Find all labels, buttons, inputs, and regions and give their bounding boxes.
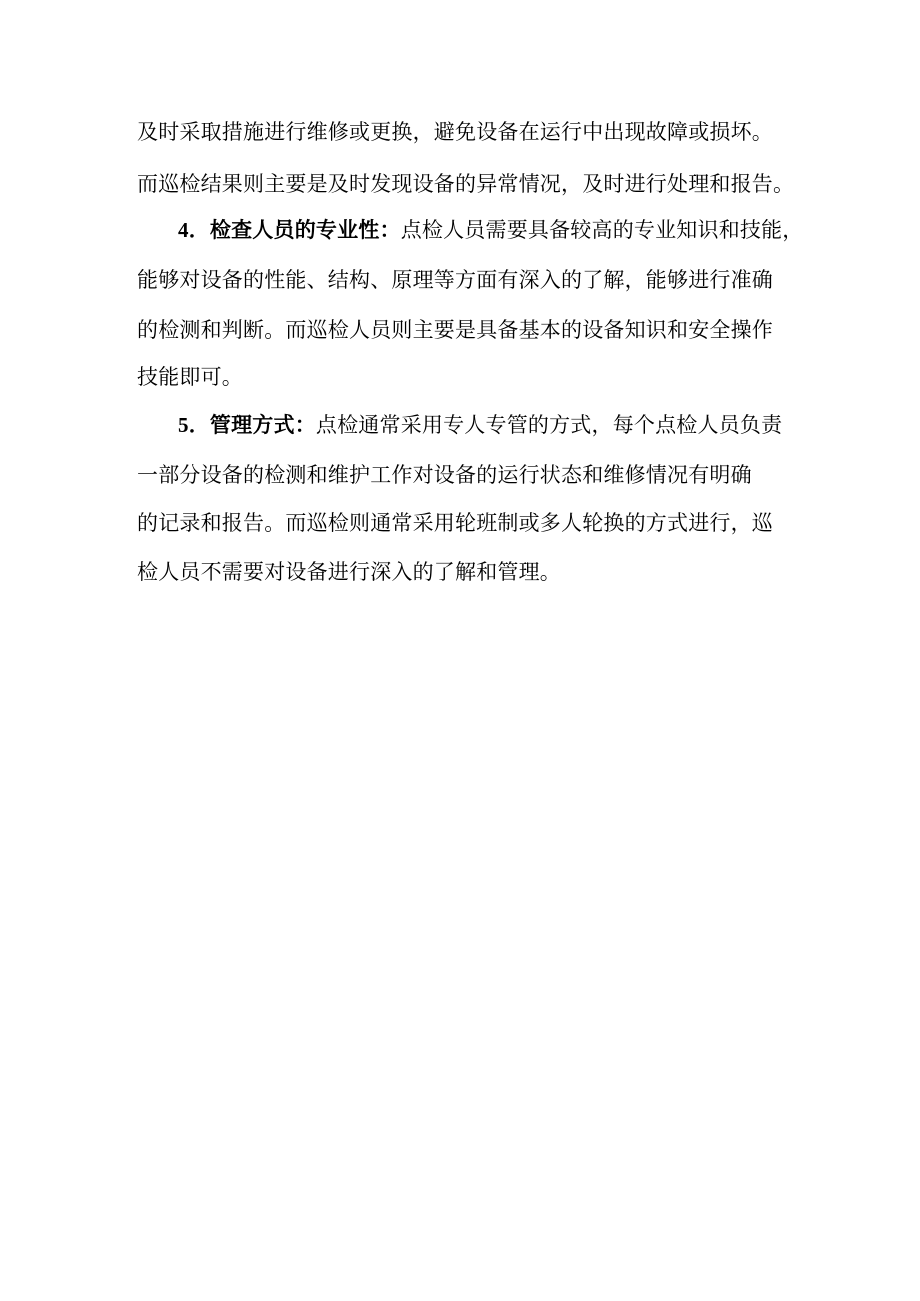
section-4-line-3: 的检测和判断。而巡检人员则主要是具备基本的设备知识和安全操作 bbox=[137, 318, 773, 342]
section-4-line-4: 技能即可。 bbox=[137, 365, 243, 389]
section-5-number: 5 bbox=[178, 413, 189, 437]
section-4-text: 点检人员需要具备较高的专业知识和技能， bbox=[400, 218, 804, 242]
section-4-heading: ．检查人员的专业性： bbox=[188, 218, 401, 242]
section-5-line-3: 的记录和报告。而巡检则通常采用轮班制或多人轮换的方式进行，巡 bbox=[137, 511, 773, 535]
section-5-first-line bbox=[178, 411, 782, 439]
section-4-line-2: 能够对设备的性能、结构、原理等方面有深入的了解，能够进行准确 bbox=[137, 268, 773, 292]
section-5-heading: ．管理方式： bbox=[188, 413, 316, 437]
section-5-text: 点检通常采用专人专管的方式，每个点检人员负责 bbox=[315, 413, 783, 437]
intro-line-2: 而巡检结果则主要是及时发现设备的异常情况，及时进行处理和报告。 bbox=[137, 172, 795, 196]
section-4-number: 4 bbox=[178, 218, 189, 242]
section-5-line-4: 检人员不需要对设备进行深入的了解和管理。 bbox=[137, 560, 561, 584]
section-4-first-line bbox=[178, 216, 804, 244]
intro-line-1: 及时采取措施进行维修或更换，避免设备在运行中出现故障或损坏。 bbox=[137, 120, 773, 144]
section-5-line-2: 一部分设备的检测和维护工作对设备的运行状态和维修情况有明确 bbox=[137, 463, 752, 487]
